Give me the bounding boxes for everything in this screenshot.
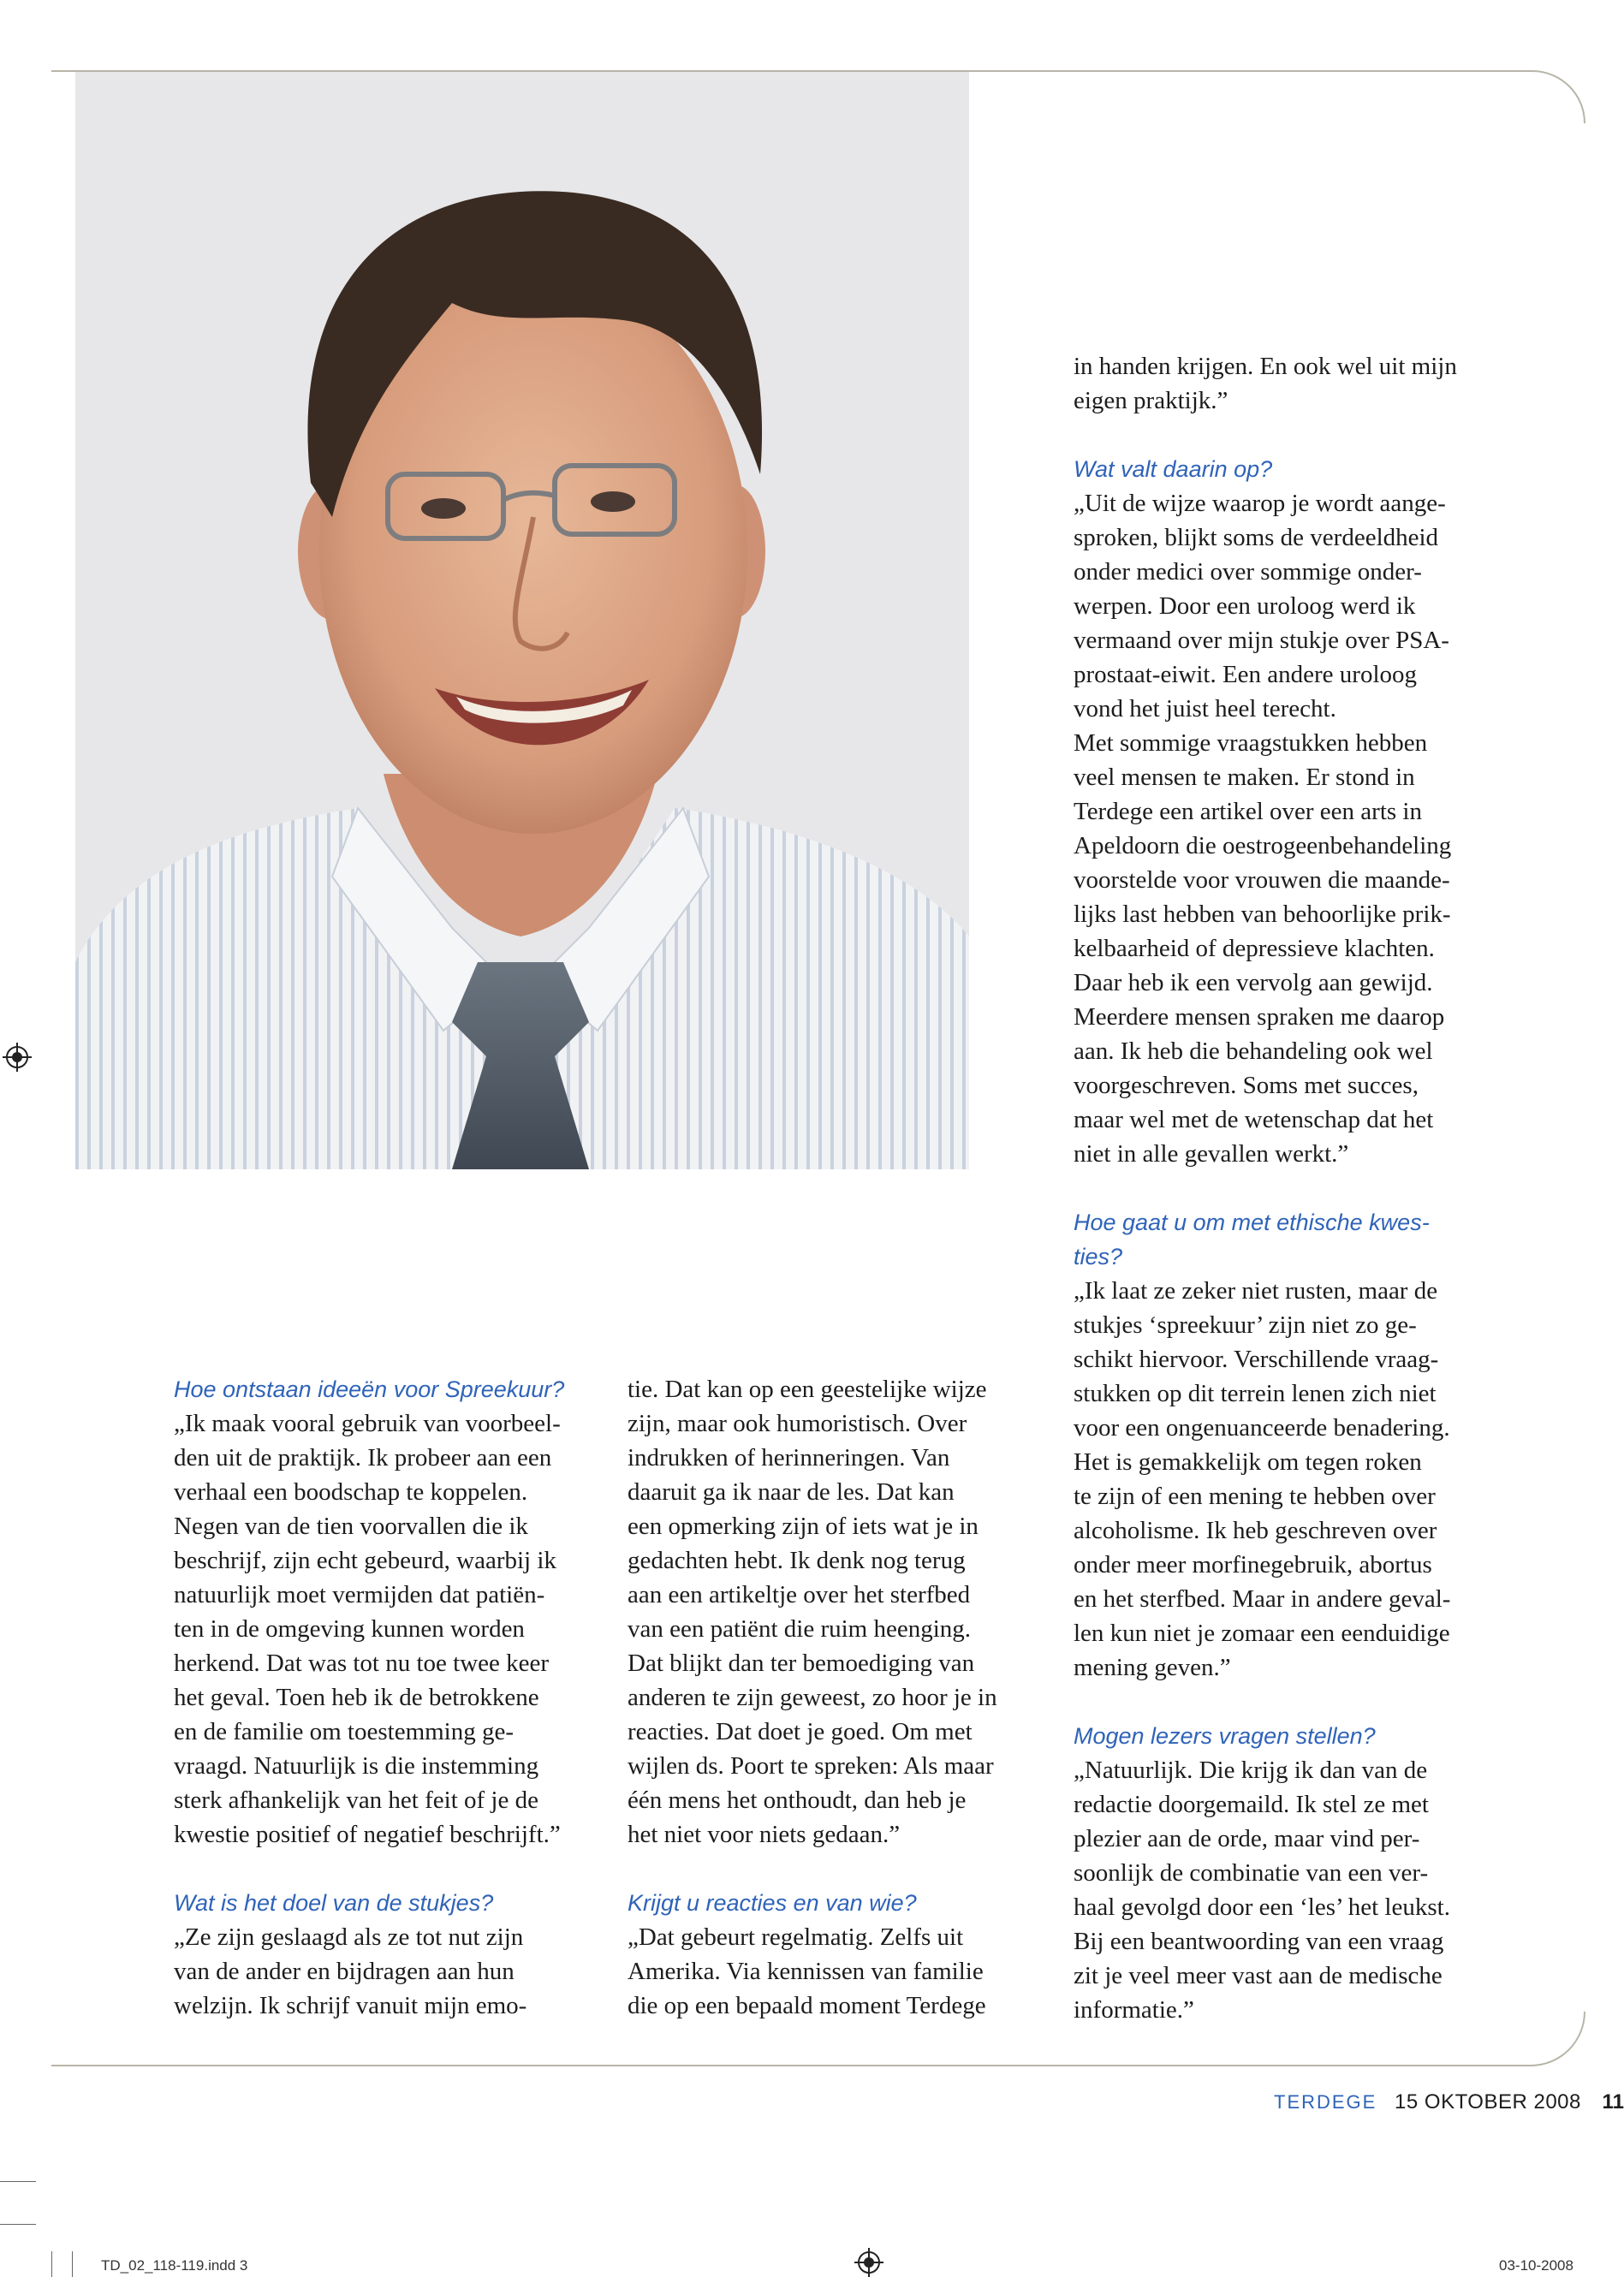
interview-answer: tie. Dat kan op een geestelijke wijze zijn, maar ook humoristisch. Over indrukken of herinneringen. Van daaruit ga ik naar de les. Dat kan een opmerking zijn of iets wat je in gedachten hebt. Ik denk nog terug aan een artikeltje over het sterfbed van een patiënt die ruim heenging. Dat blijkt dan ter bemoediging van anderen te zijn geweest, zo hoor je in reacties. Dat doet je goed. Om met wijlen ds. Poort te spreken: Als maar één mens het onthoudt, dan heb je het niet voor niets gedaan.” (628, 1376, 997, 1848)
paragraph-gap (628, 1852, 1060, 1886)
interview-answer: „Ze zijn geslaagd als ze tot nut zijn van de ander en bijdragen aan hun welzijn. Ik schrijf vanuit mijn emo- (174, 1923, 527, 2019)
bottom-frame-corner (1507, 2012, 1585, 2066)
interview-answer: „Ik laat ze zeker niet rusten, maar de stukjes ‘spreekuur’ zijn niet zo ge- schikt hiervoor. Verschillende vraag- stukken op dit terrein lenen zich niet voor een ongenuanceerde benadering. Het is gemakkelijk om tegen roken te zijn of een mening te hebben over alcoholisme. Ik heb geschreven over onder meer morfinegebruik, abortus en het sterfbed. Maar in andere geval- len kun niet je zomaar een eenduidige mening geven.” (1074, 1277, 1451, 1681)
interview-question: Krijgt u reacties en van wie? (628, 1890, 917, 1916)
slug-date: 03-10-2008 (1499, 2257, 1573, 2274)
interview-answer: „Dat gebeurt regelmatig. Zelfs uit Amerika. Via kennissen van familie die op een bepaald moment Terdege (628, 1923, 986, 2019)
interview-answer: in handen krijgen. En ook wel uit mijn eigen praktijk.” (1074, 353, 1457, 414)
top-frame-corner (1507, 70, 1585, 123)
interview-question: Hoe gaat u om met ethische kwes- ties? (1074, 1210, 1430, 1269)
interview-question: Wat is het doel van de stukjes? (174, 1890, 494, 1916)
paragraph-gap (1074, 418, 1506, 452)
interview-answer: „Ik maak vooral gebruik van voorbeel- den uit de praktijk. Ik probeer aan een verhaal een boodschap te koppelen. Negen van de tien voorvallen die ik beschrijf, zijn echt gebeurd, waarbij ik natuurlijk moet vermijden dat patiën- ten in de omgeving kunnen worden herkend. Dat was tot nu toe twee keer het geval. Toen heb ik de betrokkene en de familie om toestemming ge- vraagd. Natuurlijk is die instemming sterk afhankelijk van het feit of je de kwestie positief of negatief beschrijft.” (174, 1410, 561, 1848)
page-footer (1274, 2090, 1624, 2114)
crop-mark (0, 2181, 36, 2182)
interview-answer: „Natuurlijk. Die krijg ik dan van de redactie doorgemaild. Ik stel ze met plezier aan de orde, maar vind per- soonlijk de combinatie van een ver- haal gevolgd door een ‘les’ het leukst. Bij een beantwoording van een vraag zit je veel meer vast aan de medische informatie.” (1074, 1757, 1450, 2024)
article-column-1 (174, 1372, 606, 2023)
interview-question: Hoe ontstaan ideeën voor Spreekuur? (174, 1376, 565, 1402)
interview-question: Wat valt daarin op? (1074, 456, 1273, 482)
paragraph-gap (174, 1852, 606, 1886)
paragraph-gap (1074, 1171, 1506, 1205)
article-column-3 (1074, 349, 1506, 2027)
bottom-frame-line (51, 2065, 1532, 2066)
crop-mark (0, 2224, 36, 2225)
crop-mark (51, 2251, 52, 2277)
page-number: 11 (1602, 2090, 1624, 2114)
issue-date: 15 OKTOBER 2008 (1395, 2090, 1581, 2114)
crop-mark (72, 2251, 73, 2277)
registration-mark-icon (3, 1043, 32, 1072)
paragraph-gap (1074, 1685, 1506, 1719)
registration-mark-icon (854, 2248, 883, 2277)
interview-answer: „Uit de wijze waarop je wordt aange- sproken, blijkt soms de verdeeldheid onder medici over sommige onder- werpen. Door een uroloog werd ik vermaand over mijn stukje over PSA- prostaat-eiwit. Een andere uroloog vond het juist heel terecht. Met sommige vraagstukken hebben veel mensen te maken. Er stond in Terdege een artikel over een arts in Apeldoorn die oestrogeenbehandeling voorstelde voor vrouwen die maande- lijks last hebben van behoorlijke prik- kelbaarheid of depressieve klachten. Daar heb ik een vervolg aan gewijd. Meerdere mensen spraken me daarop aan. Ik heb die behandeling ook wel voorgeschreven. Soms met succes, maar wel met de wetenschap dat het niet in alle gevallen werkt.” (1074, 490, 1452, 1168)
portrait-photo (75, 72, 969, 1169)
article-column-2 (628, 1372, 1060, 2023)
slug-filename: TD_02_118-119.indd 3 (101, 2257, 248, 2274)
magazine-name: TERDEGE (1274, 2091, 1377, 2113)
interview-question: Mogen lezers vragen stellen? (1074, 1723, 1376, 1749)
